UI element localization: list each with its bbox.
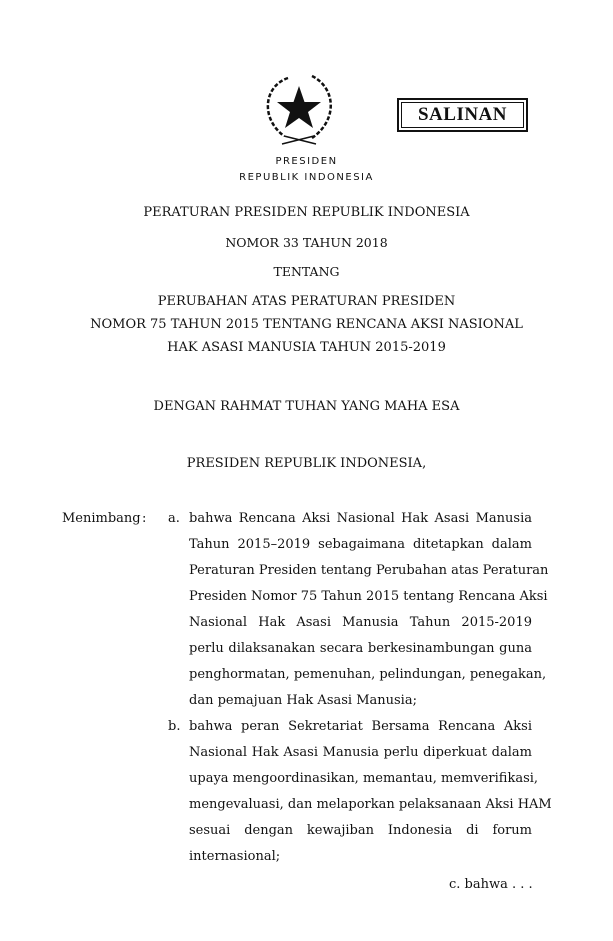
office-line-2: REPUBLIK INDONESIA	[239, 172, 374, 183]
item-a-marker: a.	[168, 511, 180, 526]
item-a-line: Presiden Nomor 75 Tahun 2015 tentang Rencana Aksi	[189, 589, 548, 604]
item-b-line: sesuai dengan kewajiban Indonesia di forum	[189, 823, 532, 838]
item-b-line: internasional;	[189, 849, 281, 864]
salinan-stamp: SALINAN	[397, 98, 528, 132]
regulation-type: PERATURAN PRESIDEN REPUBLIK INDONESIA	[143, 205, 470, 220]
colon: :	[142, 511, 147, 526]
subject-line-1: PERUBAHAN ATAS PERATURAN PRESIDEN	[157, 294, 456, 309]
item-a-line: Nasional Hak Asasi Manusia Tahun 2015-2019	[189, 615, 532, 630]
item-b-line: upaya mengoordinasikan, memantau, memverifikasi,	[189, 771, 539, 786]
office-line-1: PRESIDEN	[275, 156, 338, 167]
item-a-line: Tahun 2015–2019 sebagaimana ditetapkan dalam	[189, 537, 532, 552]
item-b-marker: b.	[168, 719, 181, 734]
regulation-number: NOMOR 33 TAHUN 2018	[225, 235, 388, 250]
item-a-line: penghormatan, pemenuhan, pelindungan, penegakan,	[189, 667, 547, 682]
item-a-line: Peraturan Presiden tentang Perubahan atas Peraturan	[189, 563, 549, 578]
item-a-line: perlu dilaksanakan secara berkesinambungan guna	[189, 641, 532, 656]
invocation: DENGAN RAHMAT TUHAN YANG MAHA ESA	[153, 399, 460, 414]
menimbang-label: Menimbang	[62, 511, 141, 526]
about-heading: TENTANG	[273, 264, 340, 279]
item-a-line: bahwa Rencana Aksi Nasional Hak Asasi Manusia	[189, 511, 532, 526]
subject-line-2: NOMOR 75 TAHUN 2015 TENTANG RENCANA AKSI NASIONAL	[90, 317, 523, 332]
issuer: PRESIDEN REPUBLIK INDONESIA,	[186, 456, 427, 471]
item-b-line: bahwa peran Sekretariat Bersama Rencana Aksi	[189, 719, 532, 734]
item-b-line: mengevaluasi, dan melaporkan pelaksanaan Aksi HAM	[189, 797, 552, 812]
garuda-star-emblem	[254, 72, 344, 148]
continuation-marker: c. bahwa . . .	[449, 877, 533, 892]
item-a-line: dan pemajuan Hak Asasi Manusia;	[189, 693, 417, 708]
item-b-line: Nasional Hak Asasi Manusia perlu diperkuat dalam	[189, 745, 532, 760]
subject-line-3: HAK ASASI MANUSIA TAHUN 2015-2019	[167, 340, 446, 355]
